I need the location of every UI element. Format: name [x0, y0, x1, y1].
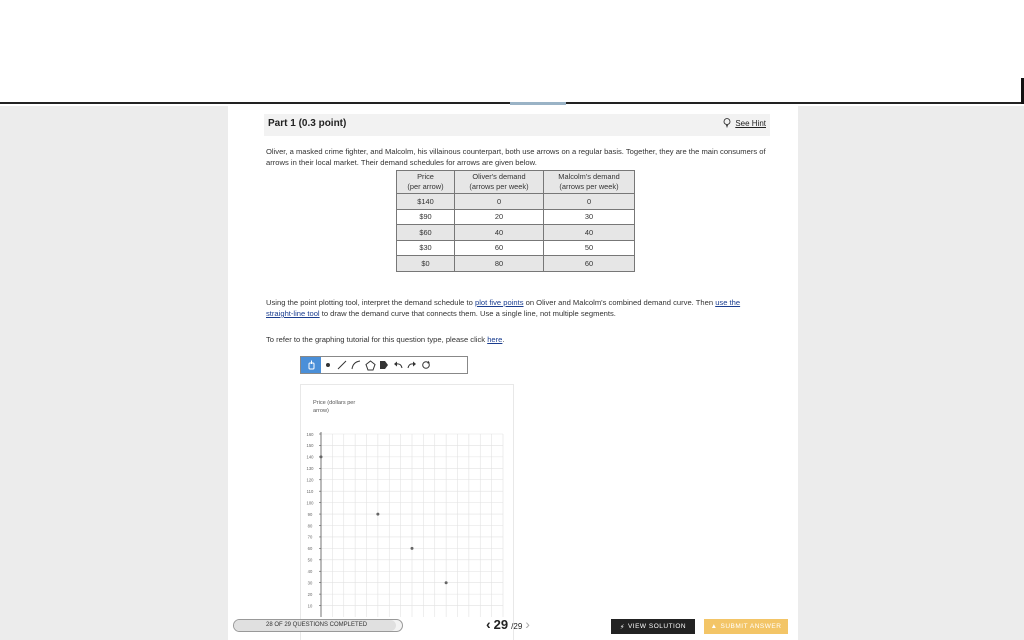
- table-cell: $60: [397, 225, 455, 241]
- straight-line-tool-link[interactable]: use the straight-line tool: [266, 298, 741, 318]
- table-cell: 50: [544, 240, 635, 256]
- lightbulb-icon: [723, 118, 731, 128]
- active-tab-indicator: [510, 102, 566, 105]
- table-cell: $90: [397, 209, 455, 225]
- redo-button[interactable]: [405, 357, 419, 373]
- next-question-button[interactable]: ›: [525, 616, 530, 632]
- table-cell: 40: [455, 225, 544, 241]
- y-tick-label: 20: [307, 591, 313, 597]
- table-header-price: Price (per arrow): [397, 171, 455, 194]
- polygon-tool-button[interactable]: [363, 357, 377, 373]
- y-tick-label: 10: [307, 603, 313, 609]
- hand-tool-button[interactable]: [301, 357, 321, 373]
- hand-icon: [307, 360, 316, 371]
- progress-text: 28 OF 29 QUESTIONS COMPLETED: [266, 622, 368, 628]
- table-row: [397, 240, 635, 256]
- graph-area[interactable]: [300, 384, 514, 640]
- line-icon: [337, 360, 347, 370]
- see-hint-button[interactable]: [723, 118, 766, 128]
- y-tick-label: 100: [306, 500, 314, 506]
- label-icon: [379, 360, 389, 370]
- graph-grid: [321, 432, 503, 617]
- see-hint-link[interactable]: See Hint: [735, 118, 766, 128]
- reset-button[interactable]: [419, 357, 433, 373]
- lightning-icon: ⚡︎: [619, 623, 625, 631]
- upload-icon: ▲: [710, 623, 718, 630]
- undo-button[interactable]: [391, 357, 405, 373]
- y-axis-label-line1: Price (dollars per: [313, 400, 356, 406]
- y-tick-label: 90: [307, 511, 313, 517]
- part-header: [264, 114, 770, 136]
- table-cell: 40: [544, 225, 635, 241]
- plot-points-link[interactable]: plot five points: [474, 298, 524, 307]
- table-cell: 0: [455, 194, 544, 210]
- point-tool-button[interactable]: [321, 357, 335, 373]
- submit-answer-button[interactable]: ▲ SUBMIT ANSWER: [704, 619, 788, 634]
- view-solution-button[interactable]: ⚡︎ VIEW SOLUTION: [611, 619, 695, 634]
- y-tick-label: 40: [307, 569, 313, 575]
- reset-icon: [421, 360, 431, 370]
- table-cell: 0: [544, 194, 635, 210]
- plotted-point[interactable]: [411, 547, 414, 550]
- y-axis-label-line2: arrow): [313, 408, 329, 414]
- table-header-oliver: Oliver's demand (arrows per week): [455, 171, 544, 194]
- question-pager: [486, 616, 530, 632]
- polygon-icon: [365, 360, 376, 371]
- plotted-point[interactable]: [376, 513, 379, 516]
- bottom-bar: [0, 612, 1024, 640]
- question-instruction: Using the point plotting tool, interpret the demand schedule to plot five points on Oliver and Malcolm's combined demand curve. Then use the straight-line tool to draw the demand curve that connects them. Use a single line, not multiple segments.: [266, 298, 741, 318]
- table-cell: 60: [544, 256, 635, 272]
- undo-icon: [393, 360, 403, 370]
- y-tick-label: 130: [306, 466, 314, 472]
- table-cell: 60: [455, 240, 544, 256]
- curve-tool-button[interactable]: [349, 357, 363, 373]
- point-icon: [324, 361, 332, 369]
- y-tick-label: 120: [306, 477, 314, 483]
- line-tool-button[interactable]: [335, 357, 349, 373]
- tutorial-link[interactable]: here: [487, 335, 503, 344]
- label-tool-button[interactable]: [377, 357, 391, 373]
- plotted-point[interactable]: [320, 455, 323, 458]
- table-row: [397, 194, 635, 210]
- table-cell: $30: [397, 240, 455, 256]
- curve-icon: [351, 360, 361, 370]
- part-title: Part 1 (0.3 point): [268, 118, 347, 129]
- top-bar: [0, 0, 1024, 104]
- y-tick-label: 50: [307, 557, 313, 563]
- y-tick-label: 80: [307, 523, 313, 529]
- y-tick-label: 30: [307, 580, 313, 586]
- table-cell: $140: [397, 194, 455, 210]
- plotted-points[interactable]: [320, 455, 448, 584]
- table-cell: 20: [455, 209, 544, 225]
- question-card: [228, 106, 798, 640]
- y-tick-label: 160: [306, 431, 314, 437]
- tutorial-line: To refer to the graphing tutorial for this question type, please click here.: [266, 335, 505, 344]
- y-tick-label: 150: [306, 443, 314, 449]
- plotted-point[interactable]: [445, 581, 448, 584]
- y-tick-label: 110: [306, 488, 314, 494]
- y-tick-label: 70: [307, 534, 313, 540]
- previous-question-button[interactable]: ‹: [486, 616, 491, 632]
- table-cell: 30: [544, 209, 635, 225]
- total-questions: /29: [511, 622, 523, 631]
- y-tick-label: 60: [307, 546, 313, 552]
- demand-graph[interactable]: [301, 385, 515, 640]
- table-row: [397, 209, 635, 225]
- graph-toolbar: [300, 356, 468, 374]
- current-question: 29: [493, 617, 509, 632]
- table-row: [397, 225, 635, 241]
- question-intro: Oliver, a masked crime fighter, and Malcolm, his villainous counterpart, both use arrows on a regular basis. Together, they are the main consumers of arrows in their local market. Their demand schedules for arrows are given below.: [266, 147, 766, 167]
- redo-icon: [407, 360, 417, 370]
- y-axis-ticks: [307, 432, 322, 609]
- table-cell: $0: [397, 256, 455, 272]
- table-header-row: [397, 171, 635, 194]
- table-row: [397, 256, 635, 272]
- y-tick-label: 140: [306, 454, 314, 460]
- progress-bar: [233, 619, 403, 632]
- table-header-malcolm: Malcolm's demand (arrows per week): [544, 171, 635, 194]
- table-cell: 80: [455, 256, 544, 272]
- demand-schedule-table: [396, 170, 635, 272]
